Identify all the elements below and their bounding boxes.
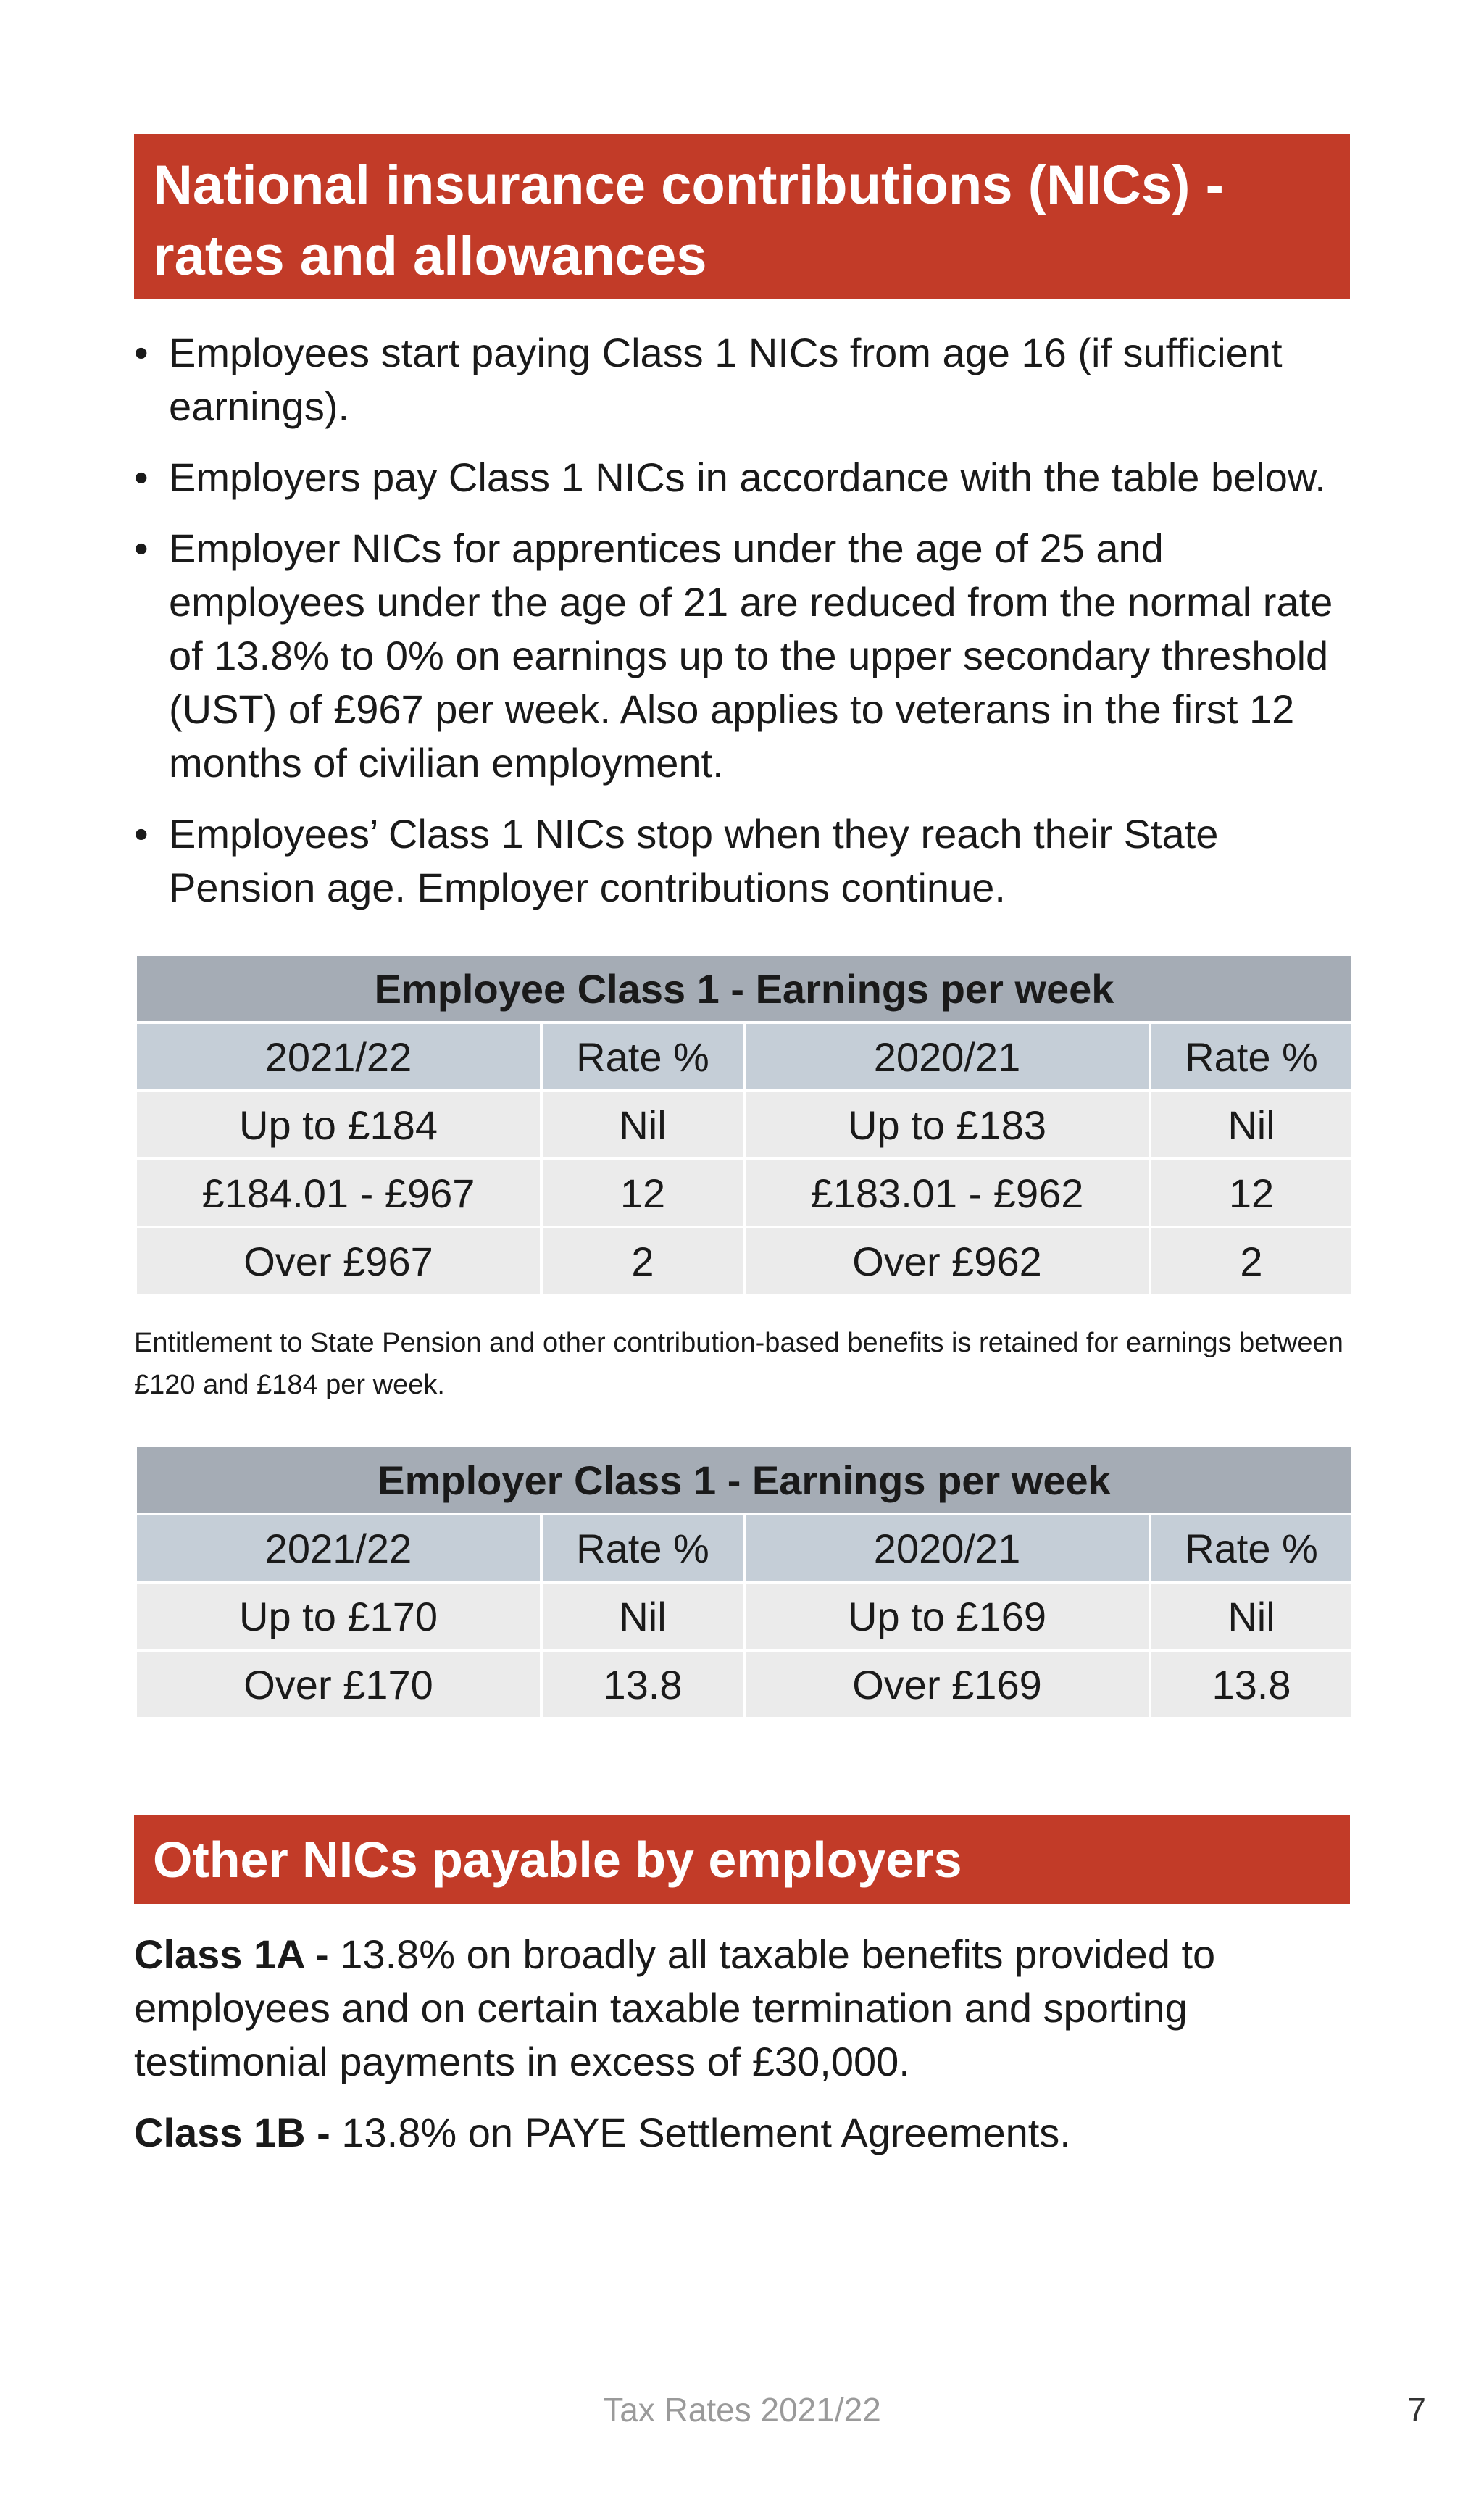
table-cell: 12 <box>541 1159 744 1227</box>
table-cell: Up to £184 <box>136 1091 541 1159</box>
table-cell: 12 <box>1150 1159 1353 1227</box>
table-row <box>136 1650 1353 1718</box>
table-cell: Up to £183 <box>744 1091 1150 1159</box>
table-cell: 2 <box>541 1227 744 1295</box>
table-header: Rate % <box>1150 1514 1353 1582</box>
table-cell: Nil <box>1150 1091 1353 1159</box>
state-pension-note: Entitlement to State Pension and other contribution-based benefits is retained for earnings between £120 and £184 per week. <box>134 1328 1343 1400</box>
class-1a-text: 13.8% on broadly all taxable benefits provided to employees and on certain taxable termination and sporting testimonial payments in excess of £30,000. <box>134 1931 1216 2084</box>
table-row <box>136 1091 1353 1159</box>
table-cell: Over £967 <box>136 1227 541 1295</box>
class-1a-label: Class 1A - <box>134 1931 329 1977</box>
list-item: • Employees start paying Class 1 NICs from age 16 (if sufficient earnings). <box>134 326 1351 433</box>
table-cell: 2 <box>1150 1227 1353 1295</box>
class-1b-label: Class 1B - <box>134 2110 330 2155</box>
bullet-icon: • <box>134 811 149 857</box>
table-cell: Nil <box>541 1582 744 1650</box>
table-header: 2021/22 <box>136 1514 541 1582</box>
table-cell: Over £169 <box>744 1650 1150 1718</box>
table-header-row <box>136 1023 1353 1091</box>
section-title-nics <box>134 134 1350 299</box>
list-item: • Employers pay Class 1 NICs in accordance with the table below. <box>134 451 1351 504</box>
table-cell: Nil <box>1150 1582 1353 1650</box>
table-title: Employer Class 1 - Earnings per week <box>136 1446 1353 1514</box>
table-header: Rate % <box>541 1514 744 1582</box>
bullet-icon: • <box>134 454 149 500</box>
class-1b-text: 13.8% on PAYE Settlement Agreements. <box>330 2110 1071 2155</box>
class-1a-paragraph <box>134 1928 1351 2089</box>
table-row <box>136 1227 1353 1295</box>
section-title-other-nics: Other NICs payable by employers <box>134 1815 1350 1904</box>
bullet-list <box>134 326 1351 932</box>
table-cell: Up to £169 <box>744 1582 1150 1650</box>
table-title: Employee Class 1 - Earnings per week <box>136 954 1353 1023</box>
table-row <box>136 1582 1353 1650</box>
table-header: 2020/21 <box>744 1023 1150 1091</box>
section-title-line-2: rates and allowances <box>153 225 707 287</box>
table-cell: 13.8 <box>1150 1650 1353 1718</box>
employer-class1-table <box>134 1444 1354 1720</box>
page-number: 7 <box>1407 2391 1426 2429</box>
bullet-icon: • <box>134 330 149 375</box>
table-row <box>136 1159 1353 1227</box>
table-cell: 13.8 <box>541 1650 744 1718</box>
table-cell: £184.01 - £967 <box>136 1159 541 1227</box>
list-item: • Employer NICs for apprentices under the age of 25 and employees under the age of 21 are reduced from the normal rate of 13.8% to 0% on earnings up to the upper secondary threshold (UST) of £967 per week. Also applies to veterans in the first 12 months of civilian employment. <box>134 522 1351 790</box>
table-cell: £183.01 - £962 <box>744 1159 1150 1227</box>
table-cell: Nil <box>541 1091 744 1159</box>
table-header: 2021/22 <box>136 1023 541 1091</box>
table-header: 2020/21 <box>744 1514 1150 1582</box>
bullet-icon: • <box>134 525 149 571</box>
class-1b-paragraph <box>134 2106 1351 2160</box>
list-item: • Employees’ Class 1 NICs stop when they reach their State Pension age. Employer contributions continue. <box>134 807 1351 915</box>
table-header: Rate % <box>1150 1023 1353 1091</box>
table-cell: Up to £170 <box>136 1582 541 1650</box>
employee-class1-table <box>134 953 1354 1297</box>
footer-title: Tax Rates 2021/22 <box>603 2391 881 2429</box>
table-cell: Over £170 <box>136 1650 541 1718</box>
table-cell: Over £962 <box>744 1227 1150 1295</box>
table-header: Rate % <box>541 1023 744 1091</box>
table-header-row <box>136 1514 1353 1582</box>
section-title-line-1: National insurance contributions (NICs) - <box>153 154 1224 216</box>
